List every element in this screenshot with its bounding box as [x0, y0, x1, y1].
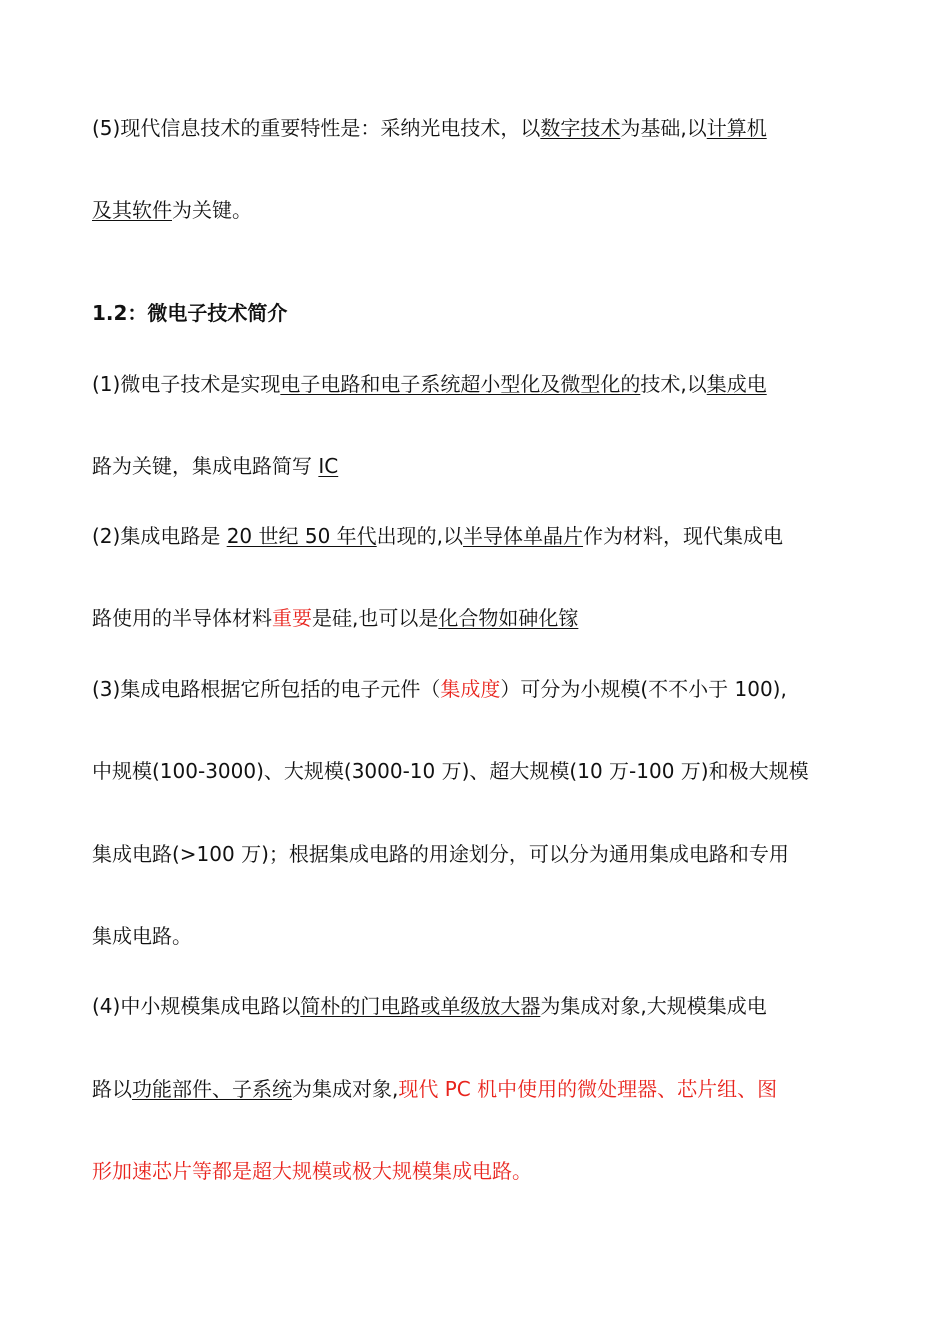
underlined-term: 简朴的门电路或单级放大器 [300, 994, 541, 1018]
text-run: (4)中小规模集成电路以 [92, 994, 301, 1018]
text-run: 为集成对象, [292, 1077, 399, 1101]
p3-line-1 [92, 675, 787, 703]
text-run: (5)现代信息技术的重要特性是：采纳光电技术，以 [92, 116, 541, 140]
text-run: ）可分为小规模(不不小于 100), [500, 677, 787, 701]
text-run: (3)集成电路根据它所包括的电子元件（ [92, 677, 441, 701]
underlined-term: 功能部件、子系统 [132, 1077, 292, 1101]
p2-line-2 [92, 604, 578, 632]
p3-line-2: 中规模(100-3000)、大规模(3000-10 万)、超大规模(10 万-100 万)和极大规模 [92, 759, 809, 783]
highlighted-term: 现代 PC 机中使用的微处理器、芯片组、图 [398, 1077, 778, 1101]
p5-line-2 [92, 196, 252, 224]
underlined-term: 计算机 [706, 116, 767, 140]
text-run: (2)集成电路是 [92, 524, 227, 548]
text-run: 技术,以 [640, 372, 707, 396]
p4-line-1 [92, 992, 767, 1020]
underlined-term: 数字技术 [540, 116, 621, 140]
p4-line-3: 形加速芯片等都是超大规模或极大规模集成电路。 [92, 1159, 532, 1183]
section-heading: 1.2：微电子技术简介 [92, 301, 288, 325]
p4-line-2 [92, 1075, 777, 1103]
text-run: 路使用的半导体材料 [92, 606, 272, 630]
underlined-term: 20 世纪 50 年代 [226, 524, 377, 548]
p2-line-1 [92, 522, 783, 550]
underlined-term: 集成电 [706, 372, 767, 396]
underlined-term: 电子电路和电子系统超小型化及微型化的 [280, 372, 641, 396]
text-run: (1)微电子技术是实现 [92, 372, 281, 396]
text-run: 为关键。 [172, 198, 252, 222]
underlined-term: 半导体单晶片 [463, 524, 584, 548]
highlighted-term: 重要 [272, 606, 312, 630]
underlined-term: 及其软件 [92, 198, 172, 222]
underlined-term: 化合物如砷化镓 [438, 606, 579, 630]
p3-line-3: 集成电路(>100 万)；根据集成电路的用途划分，可以分为通用集成电路和专用 [92, 842, 789, 866]
p3-line-4: 集成电路。 [92, 924, 192, 948]
p5-line-1 [92, 114, 767, 142]
text-run: 路为关键，集成电路简写 [92, 454, 319, 478]
text-run: 为基础,以 [620, 116, 707, 140]
underlined-term: IC [318, 454, 339, 478]
text-run: 出现的,以 [376, 524, 464, 548]
text-run: 路以 [92, 1077, 132, 1101]
text-run: 作为材料，现代集成电 [583, 524, 784, 548]
highlighted-term: 集成度 [440, 677, 501, 701]
text-run: 为集成对象,大规模集成电 [540, 994, 767, 1018]
text-run: 是硅,也可以是 [312, 606, 439, 630]
p1-line-2 [92, 452, 338, 480]
p1-line-1 [92, 370, 767, 398]
